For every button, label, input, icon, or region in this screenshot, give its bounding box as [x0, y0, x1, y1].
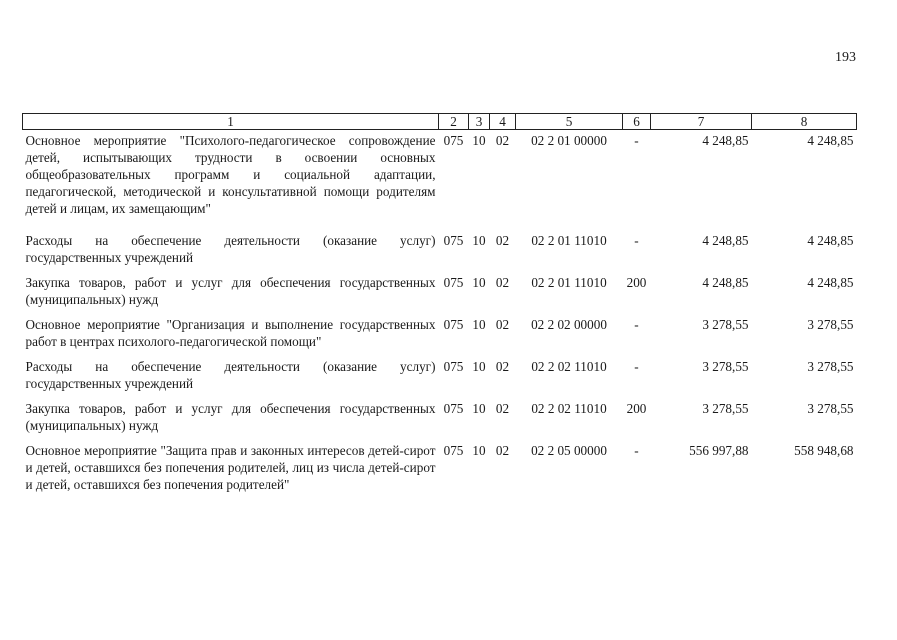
row-code-6: -	[634, 133, 639, 148]
row-code-2: 075	[443, 275, 464, 290]
column-number-header-row	[23, 114, 857, 130]
row-amount-7: 3 278,55	[702, 317, 749, 332]
row-name: Закупка товаров, работ и услуг для обеспечения государственных (муниципальных) нужд	[25, 401, 436, 433]
row-amount-8: 4 248,85	[807, 233, 854, 248]
header-col-8: 8	[752, 114, 857, 130]
row-code-5: 02 2 02 11010	[531, 401, 607, 416]
header-col-7: 7	[651, 114, 752, 130]
row-code-4: 02	[495, 275, 510, 290]
row-code-4: 02	[495, 317, 510, 332]
row-code-3: 10	[472, 443, 486, 458]
row-code-5: 02 2 02 11010	[531, 359, 607, 374]
row-amount-7: 4 248,85	[702, 133, 749, 148]
row-code-6: -	[634, 317, 639, 332]
row-name: Основное мероприятие "Защита прав и законных интересов детей-сирот и детей, оставшихся без попечения родителей, лиц из числа детей-сирот и детей, оставшихся без попечения родителей"	[25, 443, 436, 492]
row-code-3: 10	[472, 317, 486, 332]
row-code-2: 075	[443, 443, 464, 458]
row-code-5: 02 2 02 00000	[531, 317, 607, 332]
row-code-3: 10	[472, 401, 486, 416]
row-code-5: 02 2 01 11010	[531, 233, 607, 248]
row-code-6: -	[634, 359, 639, 374]
row-amount-7: 4 248,85	[702, 275, 749, 290]
row-code-6: -	[634, 443, 639, 458]
row-amount-7: 4 248,85	[702, 233, 749, 248]
row-code-5: 02 2 05 00000	[531, 443, 607, 458]
row-code-3: 10	[472, 233, 486, 248]
row-code-6: 200	[626, 275, 647, 290]
table-row	[23, 398, 857, 440]
row-code-6: 200	[626, 401, 647, 416]
table-row	[23, 356, 857, 398]
header-col-5: 5	[516, 114, 623, 130]
row-code-5: 02 2 01 00000	[531, 133, 607, 148]
row-code-4: 02	[495, 401, 510, 416]
budget-table	[22, 113, 857, 499]
table-row	[23, 314, 857, 356]
row-code-6: -	[634, 233, 639, 248]
page-number: 193	[835, 50, 856, 65]
row-code-2: 075	[443, 133, 464, 148]
row-code-2: 075	[443, 233, 464, 248]
row-amount-8: 4 248,85	[807, 275, 854, 290]
row-code-4: 02	[495, 443, 510, 458]
row-amount-8: 4 248,85	[807, 133, 854, 148]
header-col-1: 1	[23, 114, 439, 130]
row-name: Расходы на обеспечение деятельности (оказание услуг) государственных учреждений	[25, 233, 436, 265]
row-name: Закупка товаров, работ и услуг для обеспечения государственных (муниципальных) нужд	[25, 275, 436, 307]
row-code-3: 10	[472, 133, 486, 148]
row-amount-8: 3 278,55	[807, 317, 854, 332]
row-code-5: 02 2 01 11010	[531, 275, 607, 290]
row-amount-8: 558 948,68	[794, 443, 854, 458]
row-name: Основное мероприятие "Организация и выполнение государственных работ в центрах психолого-педагогической помощи"	[25, 317, 436, 349]
row-code-4: 02	[495, 233, 510, 248]
row-code-4: 02	[495, 133, 510, 148]
header-col-3: 3	[469, 114, 490, 130]
row-amount-7: 556 997,88	[689, 443, 749, 458]
table-row	[23, 440, 857, 499]
table-row	[23, 230, 857, 272]
table-row	[23, 130, 857, 231]
row-amount-7: 3 278,55	[702, 359, 749, 374]
row-code-4: 02	[495, 359, 510, 374]
row-name: Расходы на обеспечение деятельности (оказание услуг) государственных учреждений	[25, 359, 436, 391]
row-code-2: 075	[443, 317, 464, 332]
header-col-4: 4	[490, 114, 516, 130]
header-col-2: 2	[439, 114, 469, 130]
row-code-2: 075	[443, 359, 464, 374]
row-code-3: 10	[472, 359, 486, 374]
row-name: Основное мероприятие "Психолого-педагогическое сопровождение детей, испытывающих трудности в освоении основных общеобразовательных программ и социальной адаптации, педагогической, методической и консультативной помощи родителям детей и лицам, их замещающим"	[25, 133, 436, 216]
row-amount-7: 3 278,55	[702, 401, 749, 416]
row-code-2: 075	[443, 401, 464, 416]
table-row	[23, 272, 857, 314]
header-col-6: 6	[623, 114, 651, 130]
row-amount-8: 3 278,55	[807, 401, 854, 416]
row-amount-8: 3 278,55	[807, 359, 854, 374]
row-code-3: 10	[472, 275, 486, 290]
